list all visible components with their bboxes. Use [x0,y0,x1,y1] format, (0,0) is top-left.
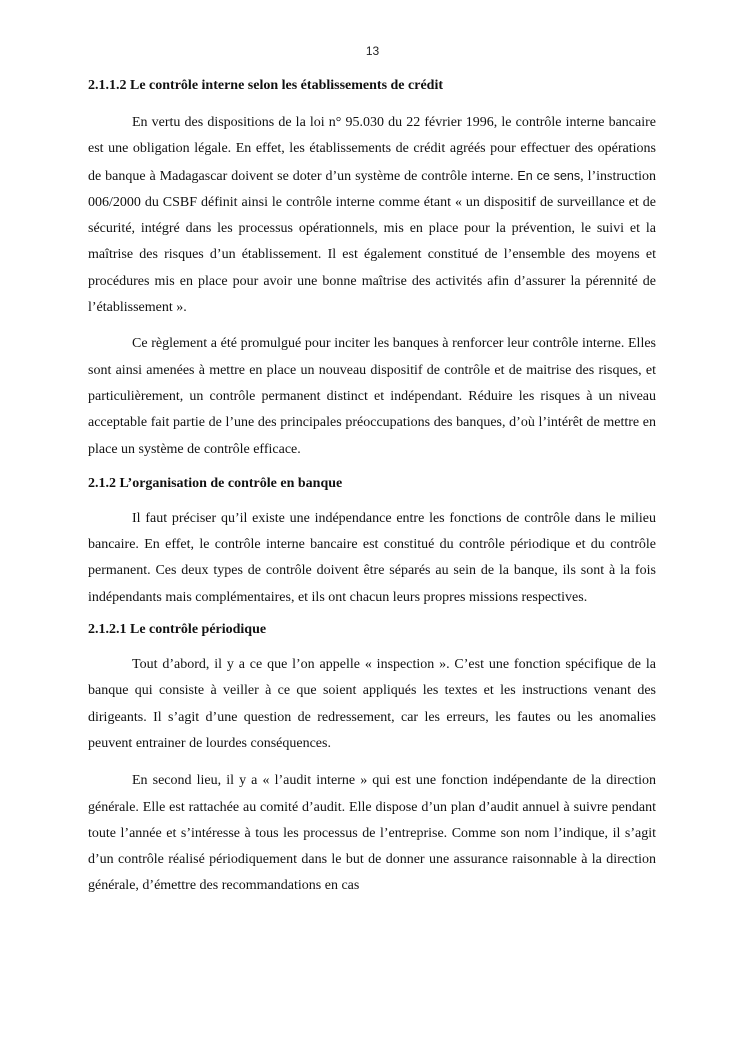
paragraph-text-inline: En ce sens [513,168,581,183]
section-heading-2-1-2: 2.1.2 L’organisation de contrôle en banque [88,475,343,491]
section-heading-2-1-1-2: 2.1.1.2 Le contrôle interne selon les établissements de crédit [88,78,443,93]
paragraph: En second lieu, il y a « l’audit interne » qui est une fonction indépendante de la direction générale. Elle est rattachée au comité d’audit. Elle dispose d’un plan d’audit annuel à suivre pendant toute l’année et s’intéresse à tous les processus de l’entreprise. Comme son nom l’indique, il s’agit d’un contrôle réalisé périodiquement dans le but de donner une assurance raisonnable à la direction générale, d’émettre des recommandations en cas [88,773,656,894]
paragraph: Tout d’abord, il y a ce que l’on appelle « inspection ». C’est une fonction spécifique de la banque qui consiste à veiller à ce que soient appliqués les textes et les instructions venant des dirigeants. Il s’agit d’une question de redressement, car les erreurs, les fautes ou les anomalies peuvent entrainer de lourdes conséquences. [88,657,656,751]
paragraph: Il faut préciser qu’il existe une indépendance entre les fonctions de contrôle dans le milieu bancaire. En effet, le contrôle interne bancaire est constitué du contrôle périodique et du contrôle permanent. Ces deux types de contrôle doivent être séparés au sein de la banque, ils sont à la fois indépendants mais complémentaires, et ils ont chacun leurs propres missions respectives. [88,510,656,605]
paragraph: Ce règlement a été promulgué pour inciter les banques à renforcer leur contrôle interne. Elles sont ainsi amenées à mettre en place un nouveau dispositif de contrôle et de maitrise des risques, et particulièrement, un contrôle permanent distinct et indépendant. Réduire les risques à un niveau acceptable fait partie de l’une des principales préoccupations des banques, d’où l’intérêt de mettre en place un système de contrôle efficace. [88,336,656,457]
page-number: 13 [365,44,380,58]
paragraph-text: En vertu des dispositions de la loi n° 95.030 du 22 février 1996, le contrôle interne bancaire est une obligation légale. En effet, les établissements de crédit agréés pour effectuer des opérations de banque à Madagascar doivent se doter d’un système de contrôle interne. [88,115,656,184]
document-body [88,76,656,900]
paragraph-text: , l’instruction 006/2000 du CSBF définit ainsi le contrôle interne comme étant « un dispositif de surveillance et de sécurité, intégré dans les processus opérationnels, mis en place pour la prévention, le suivi et la maîtrise des risques d’un établissement. Il est également constitué de l’ensemble des moyens et procédures mis en place pour avoir une bonne maîtrise des activités afin d’assurer la pérennité de l’établissement ». [88,168,657,316]
section-heading-2-1-2-1: 2.1.2.1 Le contrôle périodique [88,622,267,638]
paragraph [88,110,656,321]
